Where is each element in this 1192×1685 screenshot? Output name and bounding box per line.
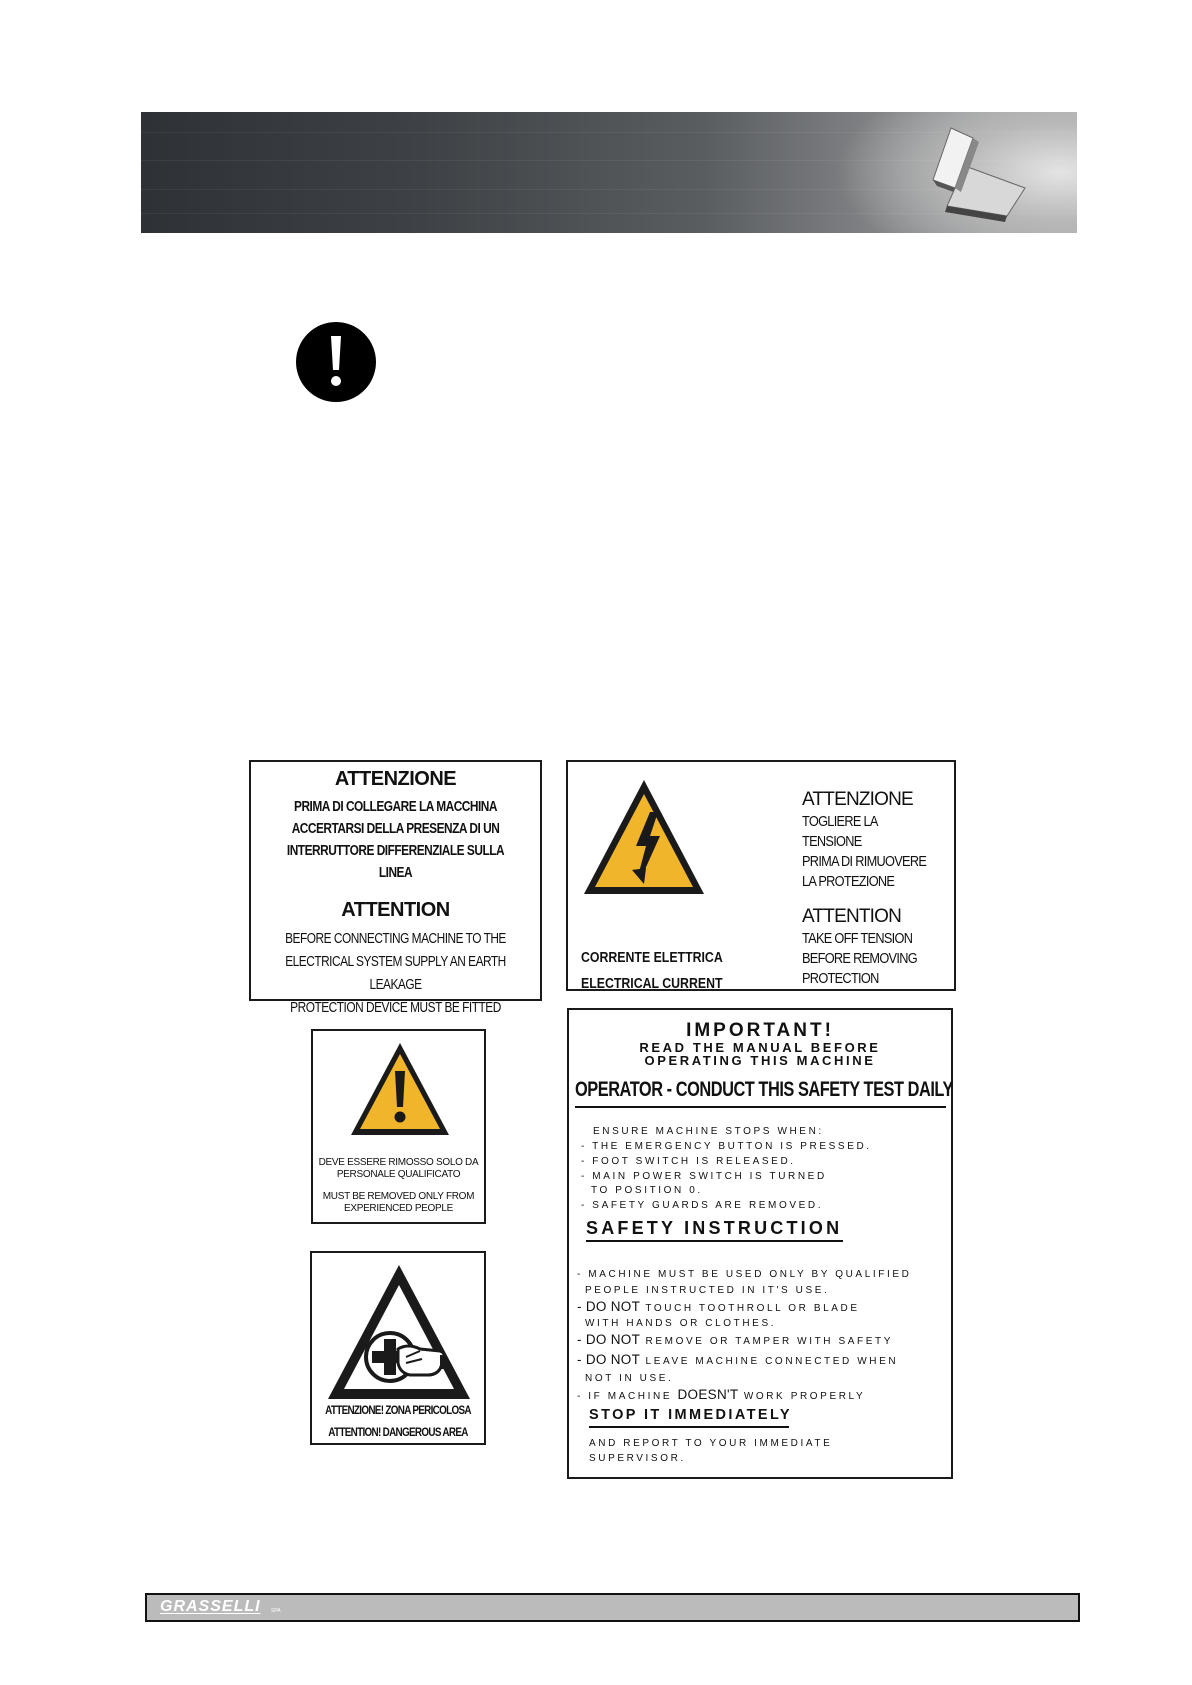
electrical-caption-en: ELECTRICAL CURRENT — [581, 976, 723, 992]
sign3-text-it-line: DEVE ESSERE RIMOSSO SOLO DA — [318, 1157, 479, 1168]
sign2-text-it-line: PRIMA DI RIMUOVERE — [802, 854, 927, 870]
sign2-title-en: ATTENTION — [802, 906, 902, 927]
sign4-caption-en: ATTENTION! DANGEROUS AREA — [328, 1427, 468, 1439]
do-not-label: - DO NOT — [577, 1332, 641, 1347]
sign2-text-it-line: LA PROTEZIONE — [802, 874, 895, 890]
sign4-caption-it: ATTENZIONE! ZONA PERICOLOSA — [325, 1405, 471, 1417]
divider — [586, 1240, 843, 1242]
brand-suffix: SPA — [271, 1608, 281, 1614]
stop-immediately-heading: STOP IT IMMEDIATELY — [589, 1407, 792, 1423]
sign1-text-it-line: INTERRUTTORE DIFFERENZIALE SULLA LINEA — [286, 843, 505, 881]
doesnt-label: DOESN'T — [677, 1387, 739, 1402]
dangerous-area-warning-sign — [310, 1251, 486, 1445]
sign2-title-it: ATTENZIONE — [802, 789, 913, 810]
brand-name: GRASSELLI — [160, 1598, 261, 1615]
sign2-text-en-line: TAKE OFF TENSION — [802, 931, 913, 947]
sign5-subheading — [569, 1041, 951, 1067]
instruction-text: LEAVE MACHINE CONNECTED WHEN — [645, 1356, 899, 1367]
stop-text: SUPERVISOR. — [589, 1453, 686, 1464]
do-not-label: - DO NOT — [577, 1352, 641, 1367]
safety-instruction-heading: SAFETY INSTRUCTION — [586, 1218, 843, 1238]
instruction-item — [577, 1353, 898, 1370]
sign2-text-en-line: BEFORE REMOVING — [802, 951, 917, 967]
sign2-text-en-line: PROTECTION — [802, 971, 879, 987]
earth-leakage-warning-sign — [249, 760, 542, 1016]
instruction-text: WORK PROPERLY — [743, 1391, 866, 1402]
safety-test-heading: OPERATOR - CONDUCT THIS SAFETY TEST DAILY — [575, 1078, 953, 1101]
sign1-text-en-line: ELECTRICAL SYSTEM SUPPLY AN EARTH LEAKAGE — [285, 954, 506, 993]
safety-test-item: - THE EMERGENCY BUTTON IS PRESSED. — [581, 1141, 872, 1152]
hand-crush-hazard-icon — [324, 1261, 474, 1403]
sign3-text-en — [313, 1191, 484, 1215]
safety-test-item: - FOOT SWITCH IS RELEASED. — [581, 1156, 796, 1167]
sign1-text-it — [277, 796, 514, 884]
instruction-text: TOUCH TOOTHROLL OR BLADE — [645, 1303, 860, 1314]
sign1-text-en-line: PROTECTION DEVICE MUST BE FITTED — [290, 1000, 501, 1016]
sign5-subheading-line: OPERATING THIS MACHINE — [644, 1053, 876, 1068]
sign1-text-en-line: BEFORE CONNECTING MACHINE TO THE — [285, 931, 506, 947]
high-voltage-icon — [580, 776, 708, 898]
sign3-text-it — [313, 1157, 484, 1181]
instruction-text: REMOVE OR TAMPER WITH SAFETY — [645, 1336, 893, 1347]
do-not-label: - DO NOT — [577, 1299, 641, 1314]
header-banner — [141, 112, 1077, 233]
qualified-personnel-warning-sign — [311, 1029, 486, 1224]
sign1-text-en — [277, 928, 514, 1020]
instruction-item: - MACHINE MUST BE USED ONLY BY QUALIFIED — [577, 1269, 912, 1280]
sign3-text-en-line: MUST BE REMOVED ONLY FROM — [322, 1191, 475, 1202]
sign5-heading: IMPORTANT! — [686, 1020, 834, 1041]
divider — [575, 1106, 946, 1108]
electrical-current-warning-sign — [566, 760, 956, 991]
safety-test-item: - SAFETY GUARDS ARE REMOVED. — [581, 1200, 824, 1211]
instruction-item: NOT IN USE. — [585, 1373, 674, 1384]
page-footer — [145, 1593, 1080, 1622]
sign2-text-en — [802, 929, 917, 989]
sign1-text-it-line: PRIMA DI COLLEGARE LA MACCHINA — [293, 799, 498, 815]
divider — [589, 1426, 789, 1428]
instruction-item: PEOPLE INSTRUCTED IN IT'S USE. — [585, 1285, 830, 1296]
safety-instruction-sign — [567, 1008, 953, 1479]
sign2-text-it — [802, 812, 936, 892]
sign2-text-it-line: TOGLIERE LA TENSIONE — [802, 814, 878, 850]
sign1-title-en: ATTENTION — [341, 899, 450, 921]
instruction-item — [577, 1333, 893, 1350]
sign3-text-en-line: EXPERIENCED PEOPLE — [343, 1203, 454, 1214]
safety-test-item: - MAIN POWER SWITCH IS TURNED — [581, 1171, 827, 1182]
sign1-title-it: ATTENZIONE — [334, 768, 457, 790]
electrical-caption-it: CORRENTE ELETTRICA — [581, 950, 723, 966]
exclamation-triangle-icon — [349, 1041, 451, 1137]
safety-test-item: TO POSITION 0. — [591, 1185, 703, 1196]
exclamation-warning-icon — [296, 322, 376, 402]
sign5-subheading-line: READ THE MANUAL BEFORE — [639, 1040, 881, 1055]
instruction-text: - IF MACHINE — [577, 1391, 673, 1402]
instruction-item — [577, 1300, 860, 1317]
stop-text: AND REPORT TO YOUR IMMEDIATE — [589, 1438, 833, 1449]
sign3-text-it-line: PERSONALE QUALIFICATO — [336, 1169, 461, 1180]
instruction-item — [577, 1388, 865, 1405]
brand-logo-icon — [921, 128, 1031, 224]
instruction-item: WITH HANDS OR CLOTHES. — [585, 1318, 777, 1329]
safety-test-intro: ENSURE MACHINE STOPS WHEN: — [593, 1126, 824, 1137]
sign1-text-it-line: ACCERTARSI DELLA PRESENZA DI UN — [291, 821, 500, 837]
